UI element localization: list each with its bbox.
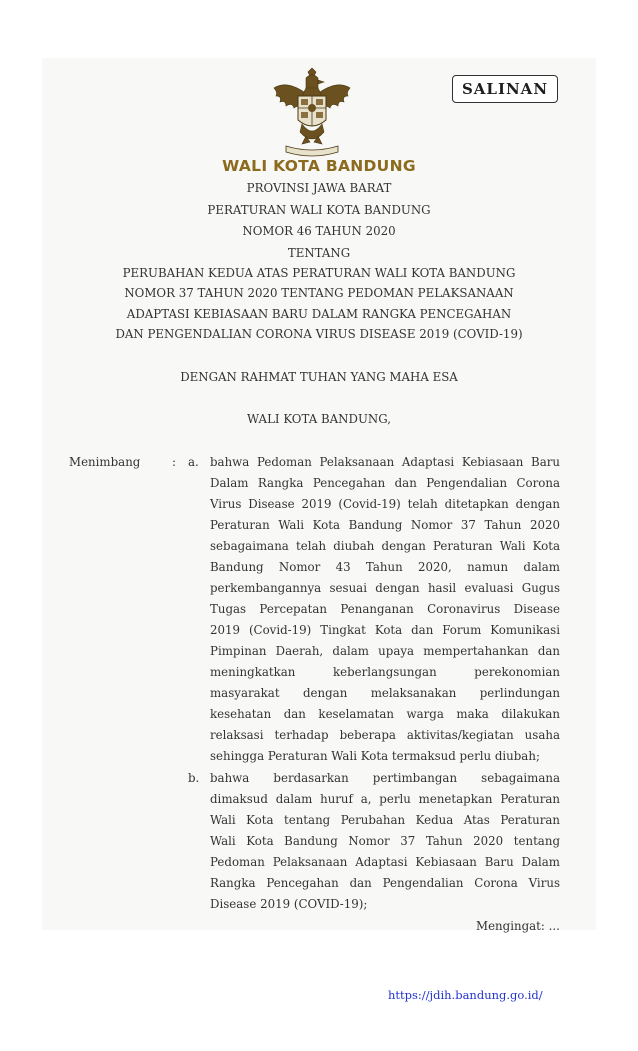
item-b-line: Disease 2019 (COVID-19); (210, 897, 368, 911)
continuation-marker: Mengingat: ... (476, 919, 560, 933)
about-line: TENTANG (287, 246, 351, 260)
item-b-line: bahwa berdasarkan pertimbangan sebagaimana (210, 771, 560, 785)
item-a-line: masyarakat dengan melaksanakan perlindungan (210, 686, 560, 700)
subject-line-2: NOMOR 37 TAHUN 2020 TENTANG PEDOMAN PELAKSANAAN (124, 286, 514, 300)
regulation-line: PERATURAN WALI KOTA BANDUNG (207, 203, 431, 217)
item-a-line: 2019 (Covid-19) Tingkat Kota dan Forum Komunikasi (210, 623, 560, 637)
item-a-marker: a. (188, 455, 199, 469)
considering-colon: : (172, 455, 176, 469)
garuda-emblem-icon (268, 66, 356, 160)
item-a-line: relaksasi terhadap beberapa aktivitas/kegiatan usaha (210, 728, 560, 742)
item-b-marker: b. (188, 771, 200, 785)
item-a-line: Dalam Rangka Pencegahan dan Pengendalian Corona (210, 476, 560, 490)
subject-line-3: ADAPTASI KEBIASAAN BARU DALAM RANGKA PENCEGAHAN (126, 307, 512, 321)
item-a-line: Virus Disease 2019 (Covid-19) telah ditetapkan dengan (210, 497, 560, 511)
item-b-line: Wali Kota Bandung Nomor 37 Tahun 2020 tentang (210, 834, 560, 848)
item-a-line: bahwa Pedoman Pelaksanaan Adaptasi Kebiasaan Baru (210, 455, 560, 469)
item-a-line: meningkatkan keberlangsungan perekonomian (210, 665, 560, 679)
item-b-line: dimaksud dalam huruf a, perlu menetapkan Peraturan (210, 792, 560, 806)
blessing-line: DENGAN RAHMAT TUHAN YANG MAHA ESA (180, 370, 458, 384)
item-a-line: Peraturan Wali Kota Bandung Nomor 37 Tahun 2020 (210, 518, 560, 532)
regulation-number: NOMOR 46 TAHUN 2020 (242, 224, 396, 238)
official-line: WALI KOTA BANDUNG, (247, 412, 391, 426)
item-a-line: sebagaimana telah diubah dengan Peraturan Wali Kota (210, 539, 560, 553)
item-a-line: Tugas Percepatan Penanganan Coronavirus Disease (210, 602, 560, 616)
header-title: WALI KOTA BANDUNG (222, 157, 416, 175)
item-a-line: perkembangannya sesuai dengan hasil evaluasi Gugus (210, 581, 560, 595)
item-a-line: sehingga Peraturan Wali Kota termaksud perlu diubah; (210, 749, 540, 763)
source-url-link[interactable]: https://jdih.bandung.go.id/ (388, 988, 543, 1002)
considering-label: Menimbang (69, 455, 141, 469)
item-a-line: kesehatan dan keselamatan warga maka dilakukan (210, 707, 560, 721)
item-b-line: Pedoman Pelaksanaan Adaptasi Kebiasaan Baru Dalam (210, 855, 560, 869)
subject-line-4: DAN PENGENDALIAN CORONA VIRUS DISEASE 2019 (COVID-19) (115, 327, 523, 341)
item-b-line: Rangka Pencegahan dan Pengendalian Corona Virus (210, 876, 560, 890)
subject-line-1: PERUBAHAN KEDUA ATAS PERATURAN WALI KOTA BANDUNG (122, 266, 516, 280)
item-b-line: Wali Kota tentang Perubahan Kedua Atas Peraturan (210, 813, 560, 827)
item-a-line: Bandung Nomor 43 Tahun 2020, namun dalam (210, 560, 560, 574)
province-line: PROVINSI JAWA BARAT (246, 181, 392, 195)
item-a-line: Pimpinan Daerah, dalam upaya mempertahankan dan (210, 644, 560, 658)
salinan-stamp: SALINAN (452, 75, 558, 103)
